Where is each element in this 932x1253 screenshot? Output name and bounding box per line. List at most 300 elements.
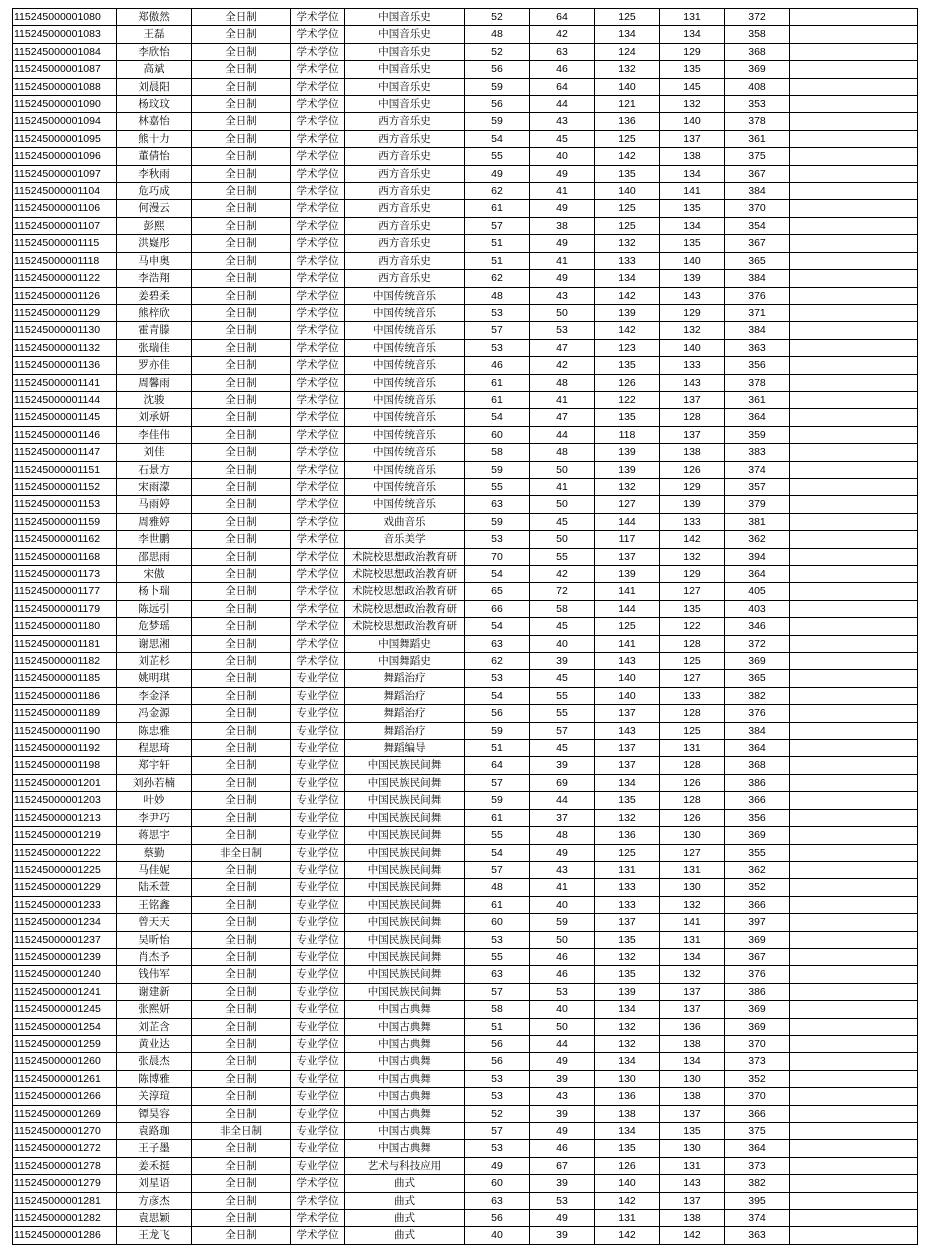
name-cell: 姚明琪 — [117, 670, 192, 687]
degree-type-cell: 专业学位 — [291, 1070, 345, 1087]
table-row — [13, 1088, 918, 1105]
name-cell: 何漫云 — [117, 200, 192, 217]
name-cell: 陈忠雅 — [117, 722, 192, 739]
empty-cell — [790, 374, 918, 391]
score-1-cell: 55 — [465, 148, 530, 165]
name-cell: 冯金源 — [117, 705, 192, 722]
candidate-id-cell: 115245000001266 — [13, 1088, 117, 1105]
degree-type-cell: 学术学位 — [291, 583, 345, 600]
major-cell: 艺术与科技应用 — [345, 1157, 465, 1174]
score-4-cell: 135 — [660, 600, 725, 617]
score-4-cell: 130 — [660, 1070, 725, 1087]
name-cell: 刘芷杉 — [117, 653, 192, 670]
score-2-cell: 55 — [530, 548, 595, 565]
score-1-cell: 48 — [465, 287, 530, 304]
degree-type-cell: 学术学位 — [291, 287, 345, 304]
score-4-cell: 127 — [660, 670, 725, 687]
total-score-cell: 355 — [725, 844, 790, 861]
score-4-cell: 136 — [660, 1018, 725, 1035]
candidate-id-cell: 115245000001229 — [13, 879, 117, 896]
study-mode-cell: 全日制 — [192, 740, 291, 757]
total-score-cell: 369 — [725, 931, 790, 948]
study-mode-cell: 全日制 — [192, 496, 291, 513]
empty-cell — [790, 61, 918, 78]
score-4-cell: 126 — [660, 774, 725, 791]
name-cell: 刘晨阳 — [117, 78, 192, 95]
name-cell: 马雨婷 — [117, 496, 192, 513]
study-mode-cell: 全日制 — [192, 1140, 291, 1157]
score-1-cell: 54 — [465, 566, 530, 583]
score-3-cell: 139 — [595, 304, 660, 321]
major-cell: 舞蹈治疗 — [345, 705, 465, 722]
total-score-cell: 384 — [725, 183, 790, 200]
degree-type-cell: 学术学位 — [291, 635, 345, 652]
score-4-cell: 142 — [660, 1227, 725, 1244]
total-score-cell: 364 — [725, 566, 790, 583]
name-cell: 洪嶷彤 — [117, 235, 192, 252]
score-4-cell: 142 — [660, 531, 725, 548]
score-1-cell: 61 — [465, 809, 530, 826]
score-3-cell: 135 — [595, 409, 660, 426]
score-2-cell: 49 — [530, 1210, 595, 1227]
empty-cell — [790, 600, 918, 617]
score-1-cell: 59 — [465, 461, 530, 478]
score-4-cell: 133 — [660, 687, 725, 704]
score-1-cell: 49 — [465, 1157, 530, 1174]
score-1-cell: 52 — [465, 43, 530, 60]
total-score-cell: 361 — [725, 391, 790, 408]
score-3-cell: 126 — [595, 374, 660, 391]
empty-cell — [790, 687, 918, 704]
degree-type-cell: 学术学位 — [291, 26, 345, 43]
degree-type-cell: 学术学位 — [291, 252, 345, 269]
score-4-cell: 139 — [660, 270, 725, 287]
score-3-cell: 125 — [595, 130, 660, 147]
major-cell: 中国民族民间舞 — [345, 809, 465, 826]
score-3-cell: 134 — [595, 1053, 660, 1070]
score-1-cell: 53 — [465, 1088, 530, 1105]
empty-cell — [790, 1210, 918, 1227]
empty-cell — [790, 1192, 918, 1209]
name-cell: 董倩怡 — [117, 148, 192, 165]
name-cell: 王龙飞 — [117, 1227, 192, 1244]
empty-cell — [790, 948, 918, 965]
score-4-cell: 137 — [660, 1192, 725, 1209]
empty-cell — [790, 792, 918, 809]
degree-type-cell: 专业学位 — [291, 948, 345, 965]
study-mode-cell: 全日制 — [192, 966, 291, 983]
score-4-cell: 145 — [660, 78, 725, 95]
degree-type-cell: 学术学位 — [291, 618, 345, 635]
study-mode-cell: 全日制 — [192, 792, 291, 809]
candidate-id-cell: 115245000001219 — [13, 827, 117, 844]
name-cell: 关淳瑄 — [117, 1088, 192, 1105]
table-row — [13, 287, 918, 304]
score-4-cell: 134 — [660, 1053, 725, 1070]
score-3-cell: 135 — [595, 966, 660, 983]
empty-cell — [790, 914, 918, 931]
score-1-cell: 65 — [465, 583, 530, 600]
table-row — [13, 1070, 918, 1087]
total-score-cell: 363 — [725, 339, 790, 356]
score-3-cell: 141 — [595, 583, 660, 600]
table-row — [13, 96, 918, 113]
major-cell: 西方音乐史 — [345, 200, 465, 217]
study-mode-cell: 全日制 — [192, 43, 291, 60]
major-cell: 中国古典舞 — [345, 1018, 465, 1035]
name-cell: 危梦瑶 — [117, 618, 192, 635]
candidate-id-cell: 115245000001281 — [13, 1192, 117, 1209]
score-1-cell: 53 — [465, 531, 530, 548]
score-1-cell: 61 — [465, 200, 530, 217]
table-row — [13, 217, 918, 234]
score-1-cell: 54 — [465, 687, 530, 704]
name-cell: 刘佳 — [117, 444, 192, 461]
empty-cell — [790, 740, 918, 757]
candidate-id-cell: 115245000001084 — [13, 43, 117, 60]
study-mode-cell: 全日制 — [192, 287, 291, 304]
major-cell: 西方音乐史 — [345, 113, 465, 130]
candidate-id-cell: 115245000001237 — [13, 931, 117, 948]
score-3-cell: 135 — [595, 931, 660, 948]
score-4-cell: 137 — [660, 426, 725, 443]
name-cell: 周雅婷 — [117, 513, 192, 530]
empty-cell — [790, 165, 918, 182]
score-1-cell: 60 — [465, 914, 530, 931]
total-score-cell: 354 — [725, 217, 790, 234]
empty-cell — [790, 566, 918, 583]
degree-type-cell: 专业学位 — [291, 1157, 345, 1174]
major-cell: 舞蹈治疗 — [345, 687, 465, 704]
total-score-cell: 372 — [725, 9, 790, 26]
candidate-id-cell: 115245000001094 — [13, 113, 117, 130]
score-3-cell: 142 — [595, 287, 660, 304]
empty-cell — [790, 339, 918, 356]
score-4-cell: 128 — [660, 705, 725, 722]
empty-cell — [790, 391, 918, 408]
score-3-cell: 134 — [595, 1001, 660, 1018]
score-1-cell: 51 — [465, 1018, 530, 1035]
study-mode-cell: 全日制 — [192, 391, 291, 408]
major-cell: 中国民族民间舞 — [345, 792, 465, 809]
score-2-cell: 44 — [530, 96, 595, 113]
table-row — [13, 792, 918, 809]
score-1-cell: 55 — [465, 948, 530, 965]
score-4-cell: 131 — [660, 931, 725, 948]
total-score-cell: 382 — [725, 1175, 790, 1192]
degree-type-cell: 学术学位 — [291, 304, 345, 321]
score-3-cell: 143 — [595, 653, 660, 670]
total-score-cell: 370 — [725, 1088, 790, 1105]
empty-cell — [790, 705, 918, 722]
study-mode-cell: 全日制 — [192, 583, 291, 600]
study-mode-cell: 全日制 — [192, 339, 291, 356]
study-mode-cell: 全日制 — [192, 1018, 291, 1035]
score-4-cell: 138 — [660, 1210, 725, 1227]
degree-type-cell: 专业学位 — [291, 1123, 345, 1140]
table-row — [13, 78, 918, 95]
score-2-cell: 55 — [530, 705, 595, 722]
degree-type-cell: 学术学位 — [291, 217, 345, 234]
total-score-cell: 352 — [725, 1070, 790, 1087]
study-mode-cell: 全日制 — [192, 948, 291, 965]
study-mode-cell: 全日制 — [192, 200, 291, 217]
candidate-id-cell: 115245000001168 — [13, 548, 117, 565]
candidate-id-cell: 115245000001141 — [13, 374, 117, 391]
score-2-cell: 50 — [530, 496, 595, 513]
score-2-cell: 45 — [530, 130, 595, 147]
total-score-cell: 376 — [725, 966, 790, 983]
score-4-cell: 137 — [660, 1001, 725, 1018]
study-mode-cell: 全日制 — [192, 1192, 291, 1209]
major-cell: 术院校思想政治教育研 — [345, 618, 465, 635]
score-1-cell: 56 — [465, 96, 530, 113]
score-4-cell: 127 — [660, 844, 725, 861]
study-mode-cell: 全日制 — [192, 78, 291, 95]
table-row — [13, 304, 918, 321]
candidate-id-cell: 115245000001261 — [13, 1070, 117, 1087]
candidate-id-cell: 115245000001096 — [13, 148, 117, 165]
degree-type-cell: 学术学位 — [291, 1210, 345, 1227]
name-cell: 袁路珈 — [117, 1123, 192, 1140]
name-cell: 陆禾萱 — [117, 879, 192, 896]
score-3-cell: 132 — [595, 1035, 660, 1052]
major-cell: 曲式 — [345, 1192, 465, 1209]
score-1-cell: 58 — [465, 1001, 530, 1018]
name-cell: 危巧成 — [117, 183, 192, 200]
score-3-cell: 140 — [595, 1175, 660, 1192]
degree-type-cell: 学术学位 — [291, 43, 345, 60]
score-4-cell: 143 — [660, 287, 725, 304]
table-row — [13, 722, 918, 739]
score-2-cell: 48 — [530, 827, 595, 844]
study-mode-cell: 全日制 — [192, 1088, 291, 1105]
total-score-cell: 369 — [725, 1018, 790, 1035]
score-2-cell: 40 — [530, 1001, 595, 1018]
major-cell: 中国舞蹈史 — [345, 635, 465, 652]
score-2-cell: 39 — [530, 1070, 595, 1087]
total-score-cell: 371 — [725, 304, 790, 321]
major-cell: 中国民族民间舞 — [345, 948, 465, 965]
candidate-id-cell: 115245000001259 — [13, 1035, 117, 1052]
score-3-cell: 137 — [595, 757, 660, 774]
score-4-cell: 137 — [660, 391, 725, 408]
name-cell: 钱伟军 — [117, 966, 192, 983]
study-mode-cell: 全日制 — [192, 235, 291, 252]
study-mode-cell: 全日制 — [192, 566, 291, 583]
empty-cell — [790, 270, 918, 287]
score-4-cell: 132 — [660, 322, 725, 339]
study-mode-cell: 全日制 — [192, 531, 291, 548]
name-cell: 邵思雨 — [117, 548, 192, 565]
score-2-cell: 40 — [530, 635, 595, 652]
empty-cell — [790, 1053, 918, 1070]
total-score-cell: 376 — [725, 287, 790, 304]
score-4-cell: 127 — [660, 583, 725, 600]
name-cell: 刘星语 — [117, 1175, 192, 1192]
score-2-cell: 50 — [530, 461, 595, 478]
score-3-cell: 132 — [595, 1018, 660, 1035]
empty-cell — [790, 287, 918, 304]
score-4-cell: 126 — [660, 461, 725, 478]
empty-cell — [790, 1018, 918, 1035]
score-3-cell: 132 — [595, 948, 660, 965]
score-2-cell: 49 — [530, 200, 595, 217]
table-row — [13, 740, 918, 757]
table-row — [13, 391, 918, 408]
study-mode-cell: 全日制 — [192, 1210, 291, 1227]
study-mode-cell: 全日制 — [192, 600, 291, 617]
study-mode-cell: 全日制 — [192, 113, 291, 130]
candidate-id-cell: 115245000001146 — [13, 426, 117, 443]
major-cell: 曲式 — [345, 1227, 465, 1244]
table-row — [13, 635, 918, 652]
table-row — [13, 270, 918, 287]
score-3-cell: 132 — [595, 61, 660, 78]
score-1-cell: 59 — [465, 722, 530, 739]
score-4-cell: 129 — [660, 566, 725, 583]
candidate-id-cell: 115245000001130 — [13, 322, 117, 339]
total-score-cell: 364 — [725, 740, 790, 757]
score-2-cell: 57 — [530, 722, 595, 739]
study-mode-cell: 全日制 — [192, 165, 291, 182]
name-cell: 姜禾挺 — [117, 1157, 192, 1174]
degree-type-cell: 专业学位 — [291, 722, 345, 739]
score-2-cell: 49 — [530, 1053, 595, 1070]
candidate-id-cell: 115245000001095 — [13, 130, 117, 147]
degree-type-cell: 专业学位 — [291, 757, 345, 774]
empty-cell — [790, 827, 918, 844]
study-mode-cell: 全日制 — [192, 304, 291, 321]
major-cell: 中国传统音乐 — [345, 461, 465, 478]
candidate-id-cell: 115245000001286 — [13, 1227, 117, 1244]
empty-cell — [790, 1157, 918, 1174]
score-3-cell: 121 — [595, 96, 660, 113]
table-row — [13, 339, 918, 356]
score-2-cell: 39 — [530, 757, 595, 774]
score-3-cell: 123 — [595, 339, 660, 356]
degree-type-cell: 专业学位 — [291, 896, 345, 913]
score-2-cell: 45 — [530, 513, 595, 530]
name-cell: 张晨杰 — [117, 1053, 192, 1070]
table-row — [13, 1053, 918, 1070]
score-1-cell: 59 — [465, 513, 530, 530]
degree-type-cell: 专业学位 — [291, 1018, 345, 1035]
candidate-id-cell: 115245000001153 — [13, 496, 117, 513]
score-2-cell: 49 — [530, 270, 595, 287]
score-2-cell: 41 — [530, 478, 595, 495]
score-1-cell: 53 — [465, 1070, 530, 1087]
degree-type-cell: 学术学位 — [291, 1192, 345, 1209]
candidate-id-cell: 115245000001106 — [13, 200, 117, 217]
study-mode-cell: 全日制 — [192, 183, 291, 200]
score-3-cell: 125 — [595, 217, 660, 234]
score-4-cell: 135 — [660, 61, 725, 78]
study-mode-cell: 全日制 — [192, 1227, 291, 1244]
score-1-cell: 57 — [465, 774, 530, 791]
study-mode-cell: 全日制 — [192, 983, 291, 1000]
score-2-cell: 43 — [530, 1088, 595, 1105]
degree-type-cell: 学术学位 — [291, 531, 345, 548]
major-cell: 术院校思想政治教育研 — [345, 566, 465, 583]
study-mode-cell: 全日制 — [192, 618, 291, 635]
table-row — [13, 252, 918, 269]
major-cell: 西方音乐史 — [345, 217, 465, 234]
major-cell: 中国音乐史 — [345, 26, 465, 43]
candidate-id-cell: 115245000001254 — [13, 1018, 117, 1035]
score-3-cell: 118 — [595, 426, 660, 443]
score-2-cell: 59 — [530, 914, 595, 931]
score-2-cell: 40 — [530, 148, 595, 165]
table-row — [13, 687, 918, 704]
score-4-cell: 129 — [660, 478, 725, 495]
empty-cell — [790, 183, 918, 200]
empty-cell — [790, 43, 918, 60]
candidate-id-cell: 115245000001088 — [13, 78, 117, 95]
candidate-id-cell: 115245000001180 — [13, 618, 117, 635]
score-2-cell: 46 — [530, 1140, 595, 1157]
score-4-cell: 138 — [660, 444, 725, 461]
table-row — [13, 113, 918, 130]
degree-type-cell: 学术学位 — [291, 130, 345, 147]
candidate-id-cell: 115245000001201 — [13, 774, 117, 791]
total-score-cell: 359 — [725, 426, 790, 443]
score-1-cell: 57 — [465, 217, 530, 234]
score-3-cell: 137 — [595, 548, 660, 565]
candidate-id-cell: 115245000001240 — [13, 966, 117, 983]
score-1-cell: 53 — [465, 670, 530, 687]
study-mode-cell: 全日制 — [192, 61, 291, 78]
major-cell: 中国传统音乐 — [345, 444, 465, 461]
score-1-cell: 62 — [465, 270, 530, 287]
study-mode-cell: 全日制 — [192, 130, 291, 147]
major-cell: 中国民族民间舞 — [345, 879, 465, 896]
score-1-cell: 51 — [465, 252, 530, 269]
table-row — [13, 948, 918, 965]
name-cell: 石景方 — [117, 461, 192, 478]
candidate-id-cell: 115245000001278 — [13, 1157, 117, 1174]
major-cell: 舞蹈编导 — [345, 740, 465, 757]
score-3-cell: 142 — [595, 148, 660, 165]
major-cell: 中国传统音乐 — [345, 391, 465, 408]
score-3-cell: 135 — [595, 165, 660, 182]
empty-cell — [790, 653, 918, 670]
score-2-cell: 47 — [530, 339, 595, 356]
empty-cell — [790, 252, 918, 269]
total-score-cell: 378 — [725, 113, 790, 130]
candidate-id-cell: 115245000001090 — [13, 96, 117, 113]
candidate-id-cell: 115245000001233 — [13, 896, 117, 913]
total-score-cell: 364 — [725, 1140, 790, 1157]
score-2-cell: 50 — [530, 531, 595, 548]
name-cell: 叶妙 — [117, 792, 192, 809]
table-row — [13, 165, 918, 182]
total-score-cell: 382 — [725, 687, 790, 704]
major-cell: 中国传统音乐 — [345, 426, 465, 443]
score-3-cell: 137 — [595, 740, 660, 757]
empty-cell — [790, 531, 918, 548]
table-row — [13, 983, 918, 1000]
candidate-id-cell: 115245000001198 — [13, 757, 117, 774]
score-3-cell: 125 — [595, 618, 660, 635]
score-4-cell: 130 — [660, 1140, 725, 1157]
score-1-cell: 51 — [465, 235, 530, 252]
empty-cell — [790, 1227, 918, 1244]
score-3-cell: 133 — [595, 896, 660, 913]
table-row — [13, 1035, 918, 1052]
total-score-cell: 366 — [725, 792, 790, 809]
candidate-id-cell: 115245000001144 — [13, 391, 117, 408]
